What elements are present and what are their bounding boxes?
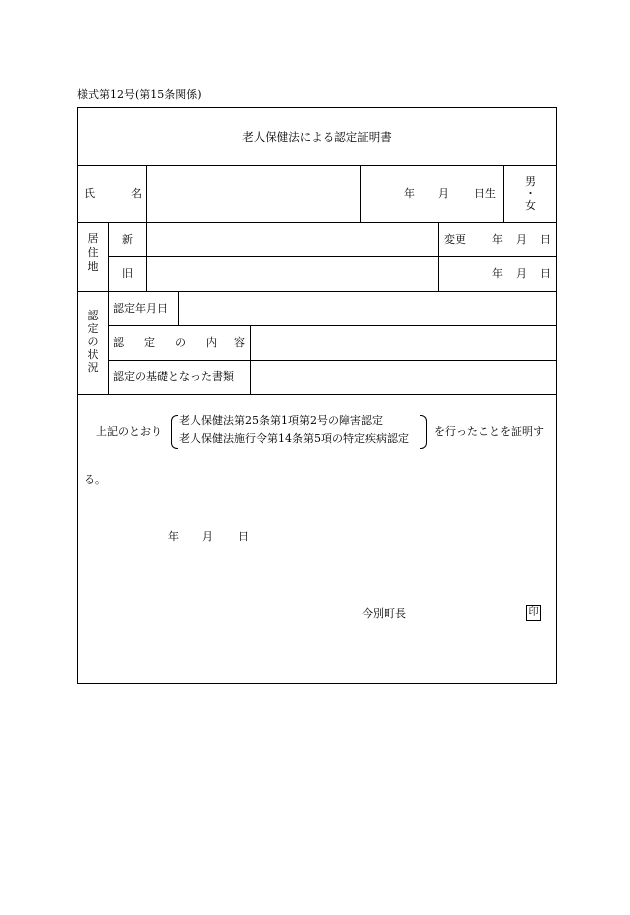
cert-content-char-1: 認 [113, 336, 124, 349]
cert-status-label-4: 状 [87, 348, 99, 361]
divider-residence-mid [108, 256, 556, 257]
divider-left-labels [108, 222, 109, 394]
residence-old-label: 旧 [122, 267, 133, 280]
birth-day-label: 日生 [474, 187, 496, 200]
residence-label-2: 住 [87, 246, 99, 259]
divider-residence-label [146, 222, 147, 291]
statement-prefix: 上記のとおり [96, 425, 162, 438]
divider-residence [78, 291, 556, 292]
divider-cert [78, 394, 556, 395]
residence-change-label: 変更 [444, 233, 466, 246]
divider-birthdate [360, 165, 361, 222]
name-label-shi: 氏 [84, 187, 95, 200]
signer-title: 今別町長 [362, 607, 406, 620]
divider-cert-content [250, 325, 251, 394]
issue-year-label: 年 [168, 530, 179, 543]
cert-status-label-5: 況 [87, 361, 99, 374]
sex-male: 男 [525, 175, 536, 188]
statement-option-2: 老人保健法施行令第14条第5項の特定疾病認定 [179, 432, 409, 445]
certificate-frame [77, 107, 557, 684]
left-brace [171, 415, 178, 449]
birth-year-label: 年 [404, 187, 415, 200]
residence-new-label: 新 [122, 233, 133, 246]
statement-option-1: 老人保健法第25条第1項第2号の障害認定 [179, 414, 383, 427]
divider-sex [503, 165, 504, 222]
residence-new-month: 月 [516, 233, 527, 246]
cert-status-label-2: 定 [87, 322, 99, 335]
cert-content-char-2: 定 [144, 336, 155, 349]
sex-female: 女 [525, 199, 536, 212]
birth-month-label: 月 [438, 187, 449, 200]
divider-residence-date [438, 222, 439, 291]
cert-status-label-1: 認 [87, 309, 99, 322]
sex-separator: ・ [525, 187, 536, 200]
divider-cert-2 [108, 360, 556, 361]
divider-title [78, 165, 556, 166]
right-brace [420, 415, 427, 449]
cert-content-char-5: 容 [234, 336, 245, 349]
seal-mark: 印 [526, 605, 541, 621]
residence-old-year: 年 [492, 267, 503, 280]
issue-month-label: 月 [202, 530, 213, 543]
residence-new-year: 年 [492, 233, 503, 246]
name-label-mei: 名 [131, 187, 142, 200]
cert-basis-label: 認定の基礎となった書類 [113, 370, 234, 383]
cert-date-label: 認定年月日 [113, 302, 168, 315]
cert-content-char-4: 内 [206, 336, 217, 349]
residence-new-day: 日 [540, 233, 551, 246]
cert-status-label-3: の [87, 335, 99, 348]
divider-cert-1 [108, 325, 556, 326]
residence-old-month: 月 [516, 267, 527, 280]
divider-name [78, 222, 556, 223]
statement-continuation: る。 [84, 473, 106, 486]
residence-label-1: 居 [87, 232, 99, 245]
residence-old-day: 日 [540, 267, 551, 280]
statement-suffix: を行ったことを証明す [434, 425, 544, 438]
divider-name-label [146, 165, 147, 222]
cert-content-char-3: の [175, 336, 186, 349]
residence-label-3: 地 [87, 260, 99, 273]
divider-cert-date [178, 291, 179, 325]
form-number-label: 様式第12号(第15条関係) [77, 88, 202, 101]
certificate-title: 老人保健法による認定証明書 [242, 130, 392, 144]
issue-day-label: 日 [238, 530, 249, 543]
